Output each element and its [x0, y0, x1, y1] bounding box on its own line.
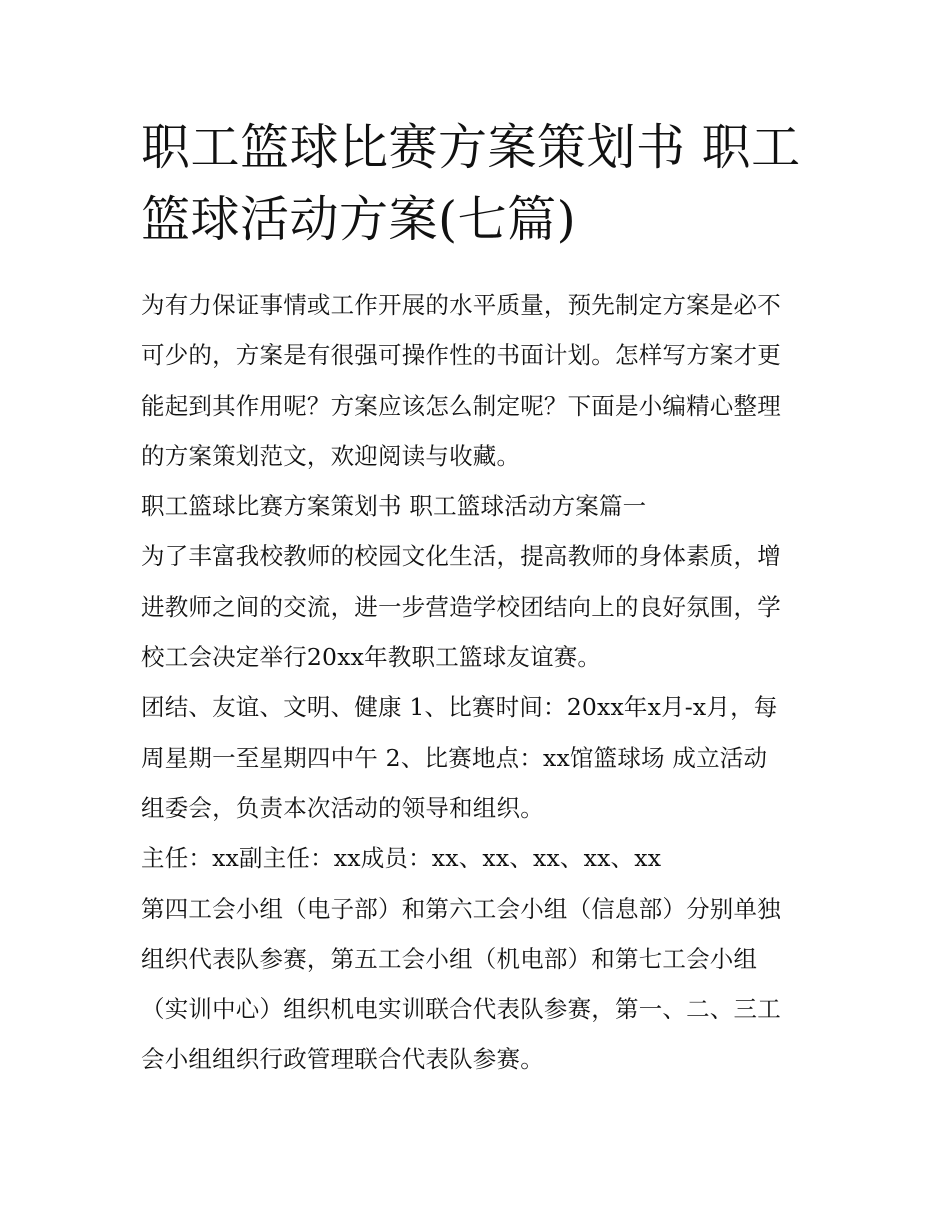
- paragraph-line: 的方案策划范文，欢迎阅读与收藏。: [141, 441, 521, 470]
- paragraph-line: 组委会，负责本次活动的领导和组织。: [141, 793, 544, 822]
- schedule-paragraph: [141, 682, 813, 833]
- teams-paragraph: [141, 884, 813, 1085]
- title-line-1: 职工篮球比赛方案策划书 职工: [141, 119, 801, 176]
- paragraph-line: 主任：xx副主任：xx成员：xx、xx、xx、xx、xx: [141, 844, 662, 873]
- paragraph-line: 组织代表队参赛，第五工会小组（机电部）和第七工会小组: [141, 944, 758, 973]
- paragraph-line: 进教师之间的交流，进一步营造学校团结向上的良好氛围，学: [141, 592, 781, 621]
- purpose-paragraph: [141, 531, 813, 682]
- document-page: [141, 112, 813, 1085]
- committee-paragraph: [141, 833, 813, 883]
- paragraph-line: 第四工会小组（电子部）和第六工会小组（信息部）分别单独: [141, 894, 781, 923]
- section-heading-line: 职工篮球比赛方案策划书 职工篮球活动方案篇一: [141, 492, 647, 521]
- paragraph-line: 会小组组织行政管理联合代表队参赛。: [141, 1045, 544, 1074]
- paragraph-line: 周星期一至星期四中午 2、比赛地点：xx馆篮球场 成立活动: [141, 743, 768, 772]
- paragraph-line: 团结、友谊、文明、健康 1、比赛时间：20xx年x月-x月，每: [141, 693, 778, 722]
- intro-paragraph: [141, 280, 813, 481]
- section-heading: [141, 481, 813, 531]
- paragraph-line: （实训中心）组织机电实训联合代表队参赛，第一、二、三工: [141, 995, 781, 1024]
- paragraph-line: 为了丰富我校教师的校园文化生活，提高教师的身体素质，增: [141, 542, 781, 571]
- paragraph-line: 为有力保证事情或工作开展的水平质量，预先制定方案是必不: [141, 291, 781, 319]
- document-title: [141, 112, 813, 256]
- paragraph-line: 可少的，方案是有很强可操作性的书面计划。怎样写方案才更: [141, 341, 781, 370]
- title-line-2: 篮球活动方案(七篇): [141, 191, 577, 248]
- paragraph-line: 能起到其作用呢？方案应该怎么制定呢？下面是小编精心整理: [141, 391, 781, 420]
- paragraph-line: 校工会决定举行20xx年教职工篮球友谊赛。: [141, 643, 602, 672]
